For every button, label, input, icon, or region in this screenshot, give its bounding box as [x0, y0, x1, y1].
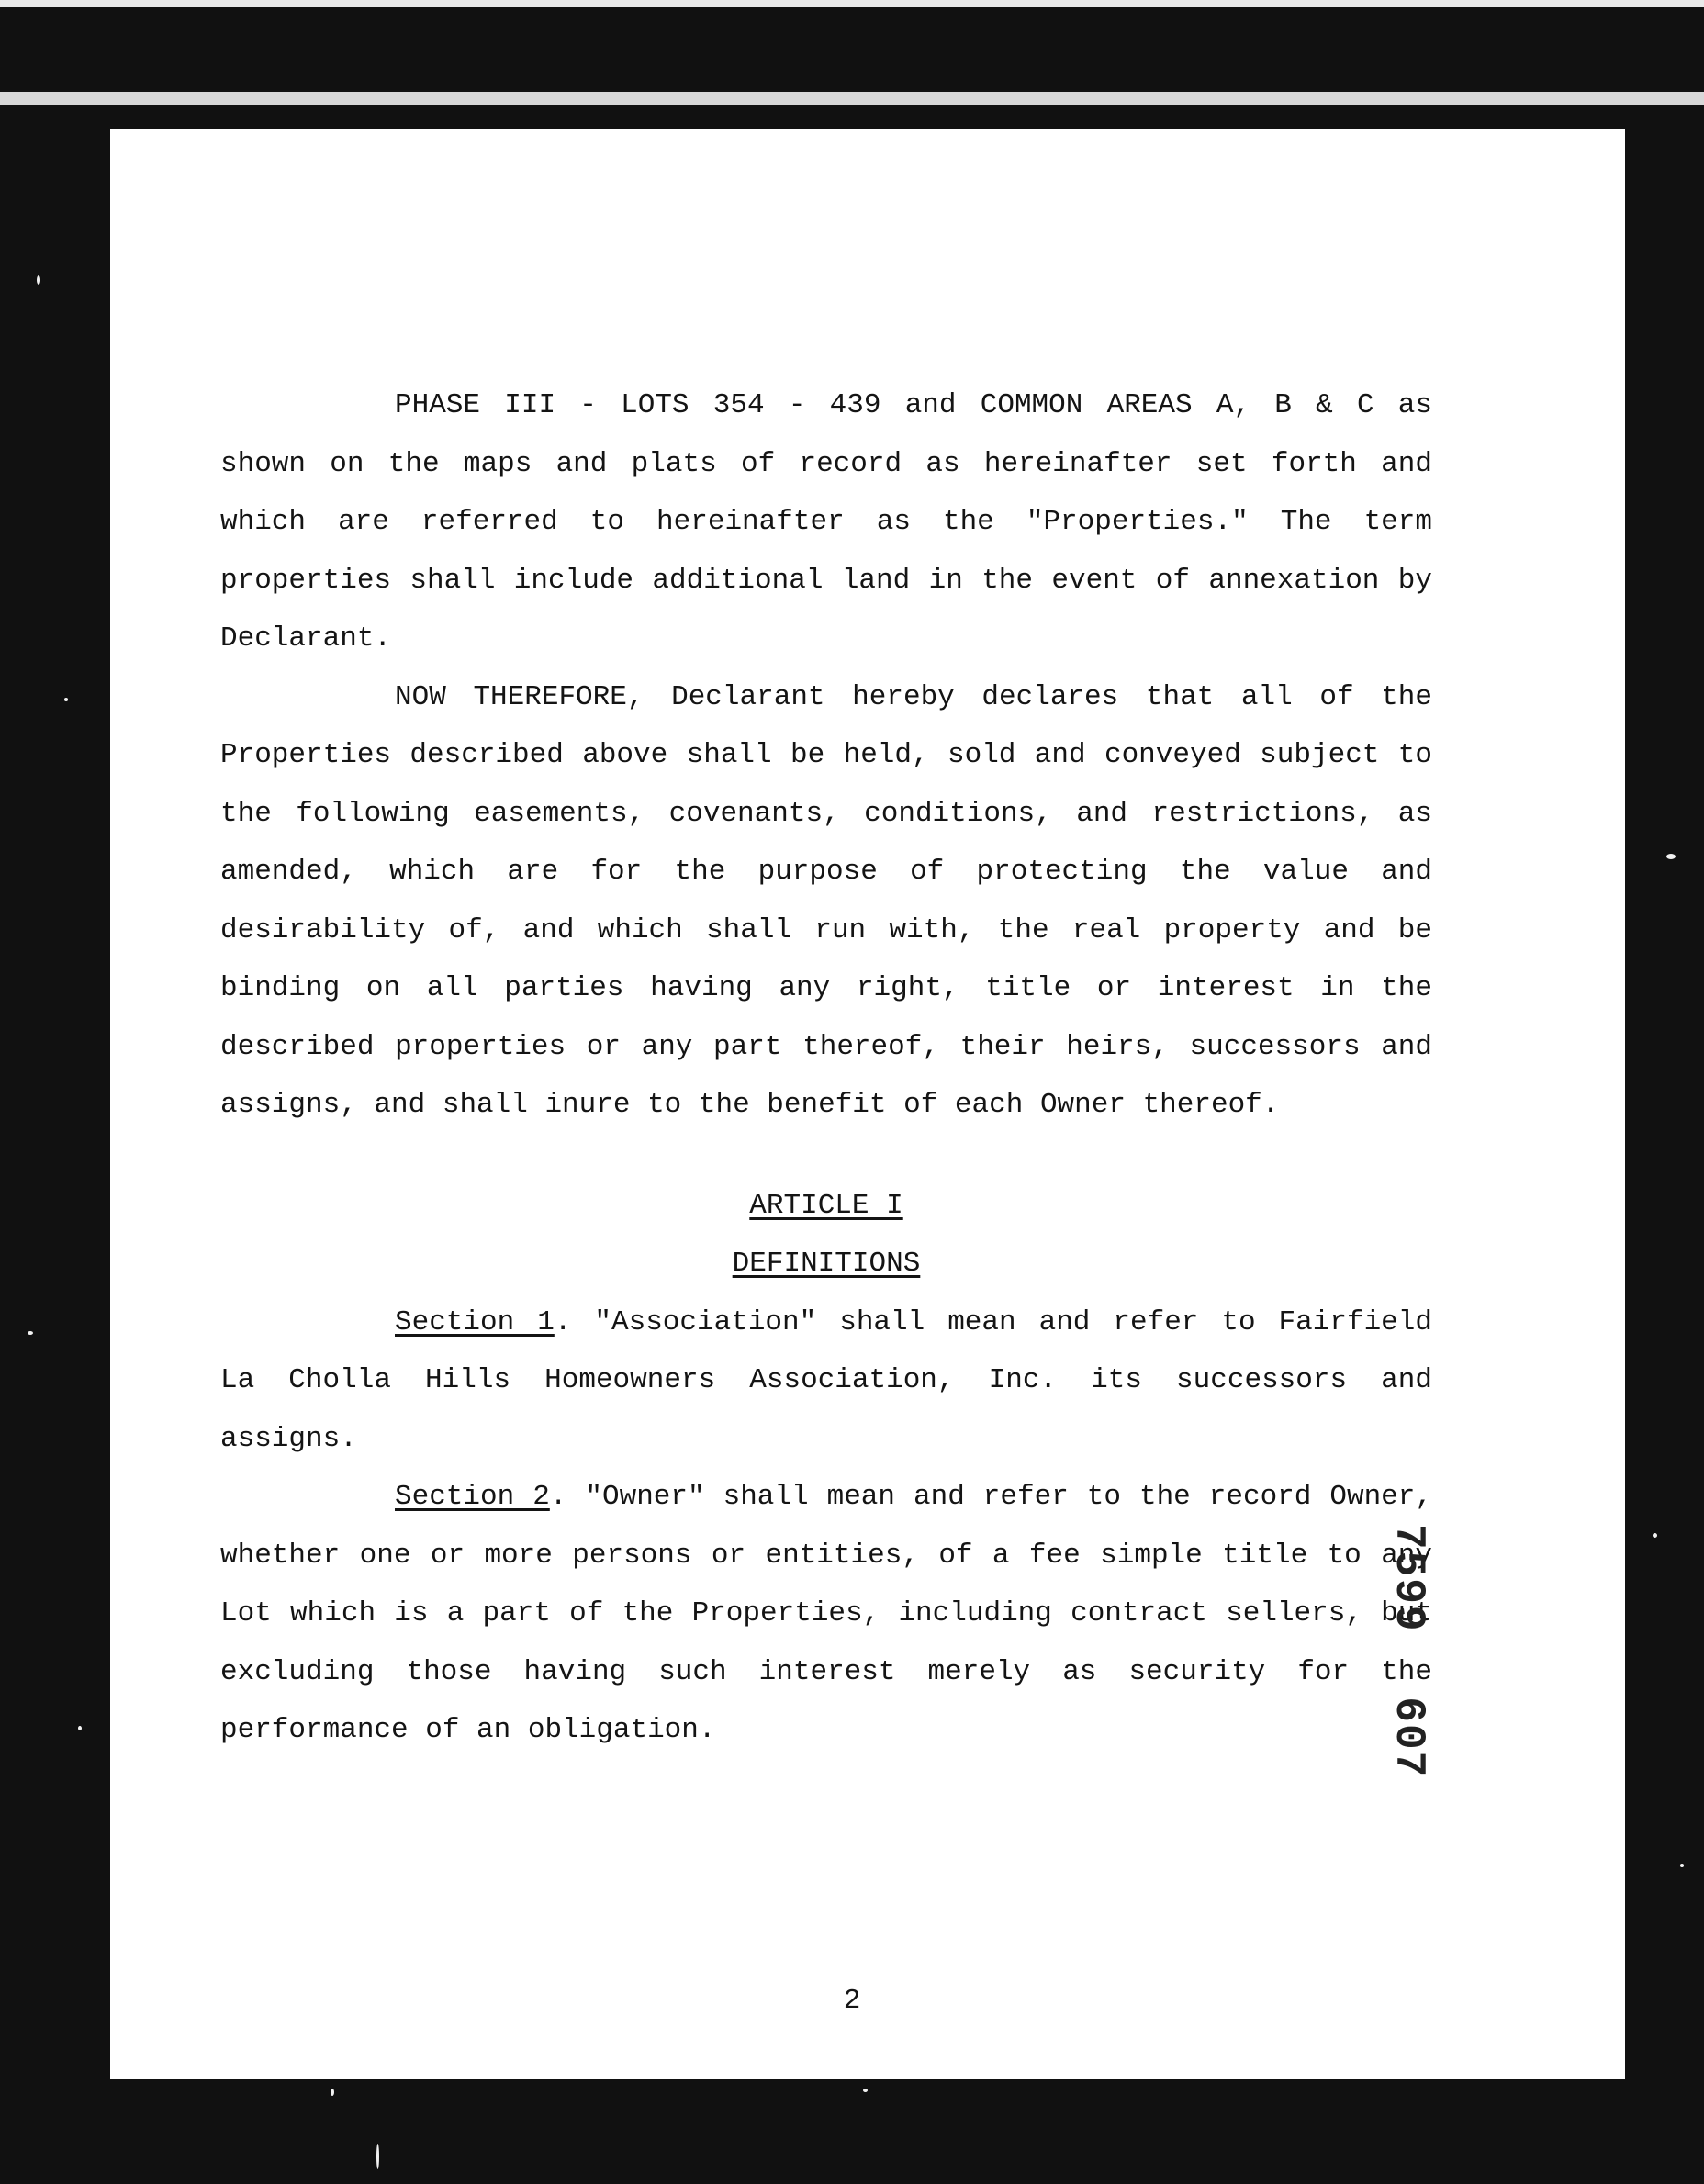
scan-speck [1666, 854, 1676, 859]
stamp-book-number: 7599 [1384, 1524, 1432, 1633]
scan-speck [331, 2089, 334, 2096]
recording-stamp [1359, 1524, 1432, 1818]
scan-speck [1680, 1864, 1684, 1867]
scan-speck [1653, 1533, 1657, 1538]
section-2-text: . "Owner" shall mean and refer to the record Owner, whether one or more persons or entities, of a fee simple title to any Lot which is a part of the Properties, including contract sellers, but excluding those having such interest merely as security for the performance of an obligation. [220, 1481, 1432, 1746]
section-1-label: Section 1 [395, 1305, 555, 1338]
paragraph-phase-iii: PHASE III - LOTS 354 - 439 and COMMON AREAS A, B & C as shown on the maps and plats of record as hereinafter set forth and which are referred to hereinafter as the "Properties." The term properties shall include additional land in the event of annexation by Declarant. [220, 389, 1432, 655]
scan-speck [37, 275, 40, 285]
section-1 [220, 1294, 1432, 1469]
scan-speck [28, 1331, 33, 1335]
article-subtitle [220, 1235, 1432, 1294]
scan-speck [78, 1726, 82, 1730]
scan-speck [376, 2144, 379, 2169]
section-1-text: . "Association" shall mean and refer to Fairfield La Cholla Hills Homeowners Association, Inc. its successors and assigns. [220, 1305, 1432, 1455]
stamp-page-number: 607 [1384, 1697, 1432, 1779]
page-number: 2 [843, 1985, 861, 2017]
article-title [220, 1177, 1432, 1236]
article-subtitle-text: DEFINITIONS [732, 1248, 921, 1280]
scan-edge-band [0, 92, 1704, 105]
section-2 [220, 1468, 1432, 1760]
scan-edge-top [0, 0, 1704, 7]
scan-speck [863, 2089, 868, 2092]
paragraph-now-therefore: NOW THEREFORE, Declarant hereby declares that all of the Properties described above shall be held, sold and conveyed subject to the following easements, covenants, conditions, and restrictions, as amended, which are for the purpose of protecting the value and desirability of, and which shall run with, the real property and be binding on all parties having any right, title or interest in the described properties or any part thereof, their heirs, successors and assigns, and shall inure to the benefit of each Owner thereof. [220, 680, 1432, 1121]
document-body [220, 376, 1432, 1760]
article-title-text: ARTICLE I [749, 1189, 903, 1222]
scan-speck [64, 698, 68, 701]
section-2-label: Section 2 [395, 1481, 550, 1513]
spacer [220, 1135, 1432, 1177]
